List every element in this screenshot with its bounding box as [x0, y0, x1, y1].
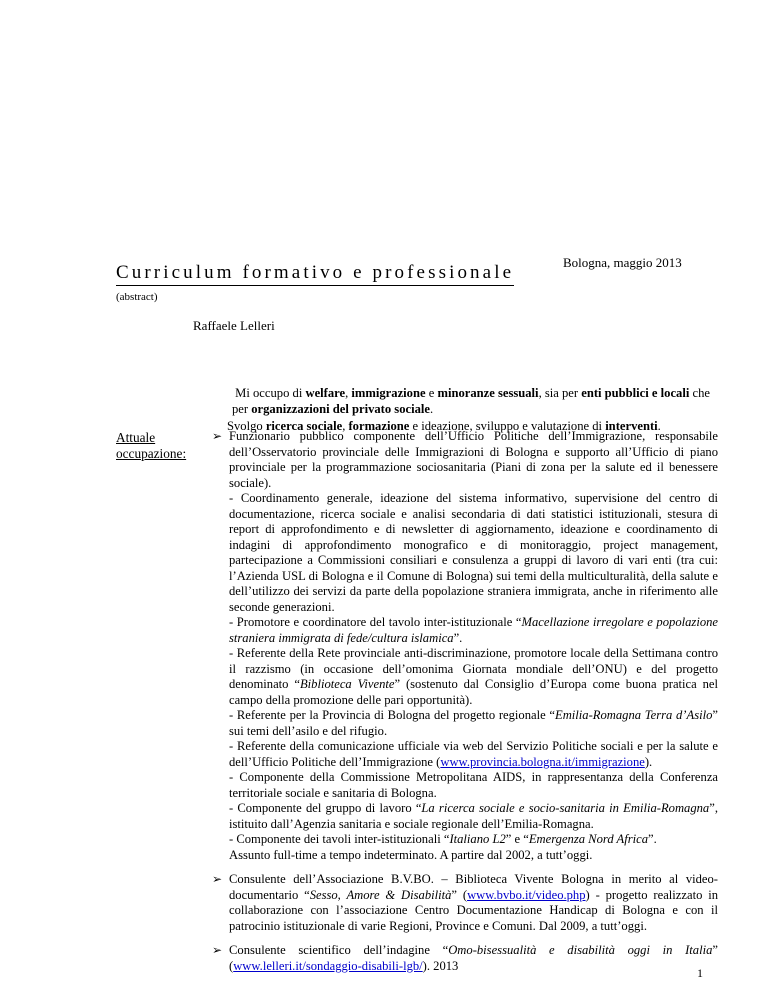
document-title: Curriculum formativo e professionale [116, 262, 514, 286]
arrow-bullet-icon: ➢ [212, 429, 223, 443]
intro-paragraph [227, 385, 712, 434]
experience-item-1: ➢ Funzionario pubblico componente dell’Ufficio Politiche dell’Immigrazione, responsabile dell’Osservatorio provinciale delle Immigrazioni di Bologna e supporto all’Ufficio di piano provinciale per la programmazione sociosanitaria (Piani di zona per la salute ed il benessere sociale). - Coordinamento generale, ideazione del sistema informativo, supervisione del centro di documentazione, ricerca sociale e analisi secondaria di dati statistici istituzionali, stesura di report di approfondimento e di newsletter di aggiornamento, ideazione e coordinamento di indagini di approfondimento monografico e di monitoraggio, project management, partecipazione a Commissioni consiliari e consulenza a gruppi di lavoro di vari enti (tra cui: l’Azienda USL di Bologna e il Comune di Bologna) sui temi della multiculturalità, della salute e dell’utilizzo dei servizi da parte della popolazione straniera immigrata, anche in riferimento alle seconde generazioni. - Promotore e coordinatore del tavolo inter-istituzionale “Macellazione irregolare e popolazione straniera immigrata di fede/cultura islamica”. - Referente della Rete provinciale anti-discriminazione, promotore locale della Settimana contro il razzismo (in occasione dell’omonima Giornata mondiale dell’ONU) e del progetto denominato “Biblioteca Vivente” (sostenuto dal Consiglio d’Europa come buona pratica nel campo della promozione delle pari opportunità). - Referente per la Provincia di Bologna del progetto regionale “Emilia-Romagna Terra d’Asilo” sui temi dell’asilo e del rifugio. - Referente della comunicazione ufficiale via web del Servizio Politiche sociali e per la salute e dell’Ufficio Politiche dell’Immigrazione (www.provincia.bologna.it/immigrazione). - Componente della Commissione Metropolitana AIDS, in rappresentanza della Conferenza territoriale sociale e sanitaria di Bologna. - Componente del gruppo di lavoro “La ricerca sociale e socio-sanitaria in Emilia-Romagna”, istituito dall’Agenzia sanitaria e sociale regionale dell’Emilia-Romagna. - Componente dei tavoli inter-istituzionali “Italiano L2” e “Emergenza Nord Africa”. Assunto full-time a tempo indeterminato. A partire dal 2002, a tutt’oggi. [212, 429, 719, 862]
page-number: 1 [697, 966, 703, 980]
current-occupation-label: Attuale occupazione: [116, 430, 187, 461]
lelleri-survey-link[interactable]: www.lelleri.it/sondaggio-disabili-lgb/ [233, 958, 423, 973]
experience-item-2: ➢ Consulente dell’Associazione B.V.BO. – Biblioteca Vivente Bologna in merito al video-documentario “Sesso, Amore & Disabilità” (www.bvbo.it/video.php) - progetto realizzato in collaborazione con l’associazione Centro Documentazione Handicap di Bologna e con il patrocinio istituzionale di varie Regioni, Province e Comuni. Dal 2009, a tutt’oggi. [212, 872, 719, 933]
experience-item-3: ➢ Consulente scientifico dell’indagine “Omo-bisessualità e disabilità oggi in Italia” (www.lelleri.it/sondaggio-disabili-lgb/). 2013 [212, 943, 718, 973]
author-name: Raffaele Lelleri [193, 318, 275, 333]
intro-line-2: per organizzazioni del privato sociale. [232, 402, 434, 417]
intro-line-1: Mi occupo di welfare, immigrazione e minoranze sessuali, sia per enti pubblici e locali che [235, 386, 710, 400]
experience-list [212, 429, 718, 983]
provincia-immigrazione-link[interactable]: www.provincia.bologna.it/immigrazione [440, 754, 645, 769]
bvbo-video-link[interactable]: www.bvbo.it/video.php [467, 887, 586, 902]
intro-line-3: Svolgo ricerca sociale, formazione e ideazione, sviluppo e valutazione di interventi. [227, 418, 661, 433]
arrow-bullet-icon: ➢ [212, 943, 223, 957]
place-date: Bologna, maggio 2013 [563, 255, 682, 270]
arrow-bullet-icon: ➢ [212, 872, 223, 886]
abstract-label: (abstract) [116, 291, 158, 303]
